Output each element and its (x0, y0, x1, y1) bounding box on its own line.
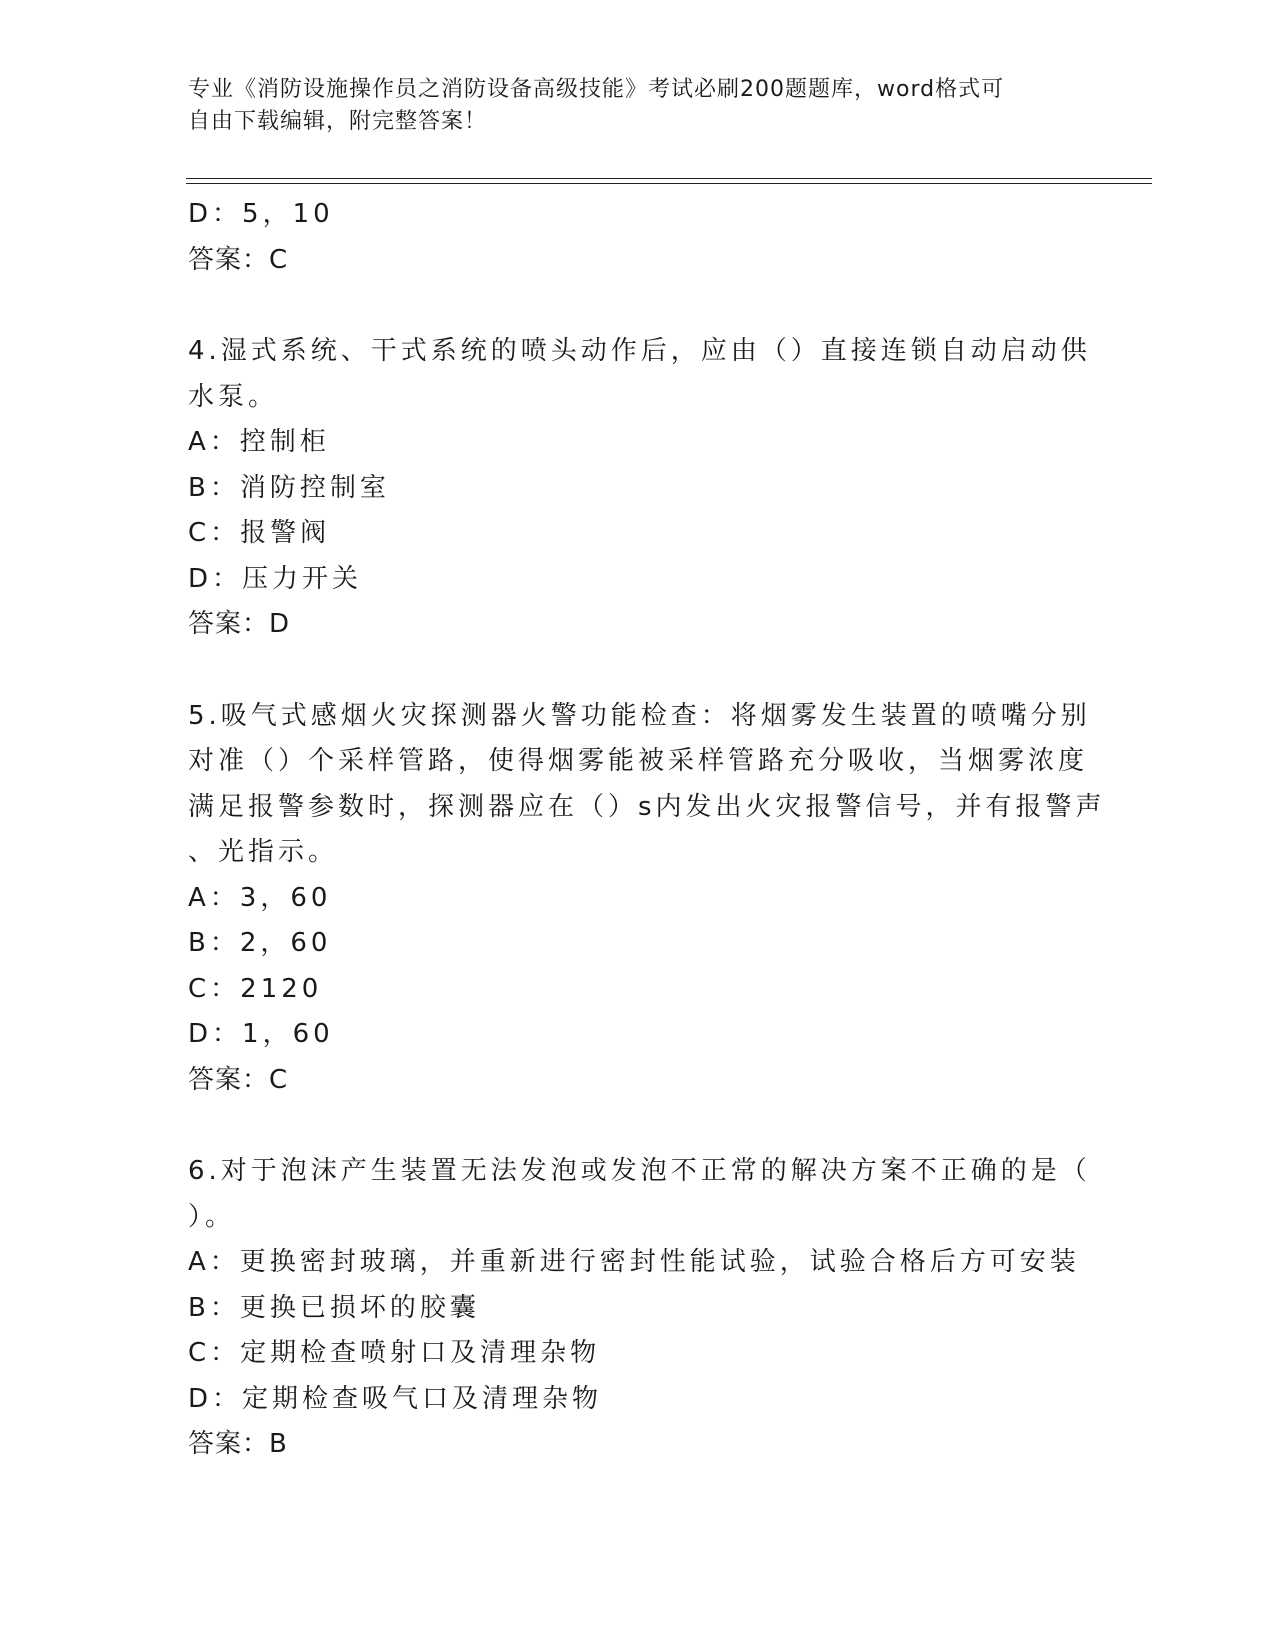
question-stem-line: 对准（）个采样管路，使得烟雾能被采样管路充分吸收，当烟雾浓度 (188, 746, 1089, 776)
option-b: B：更换已损坏的胶囊 (188, 1292, 480, 1323)
option-a: A：控制柜 (188, 427, 330, 457)
question-4 (188, 329, 1091, 648)
question-5 (188, 694, 1106, 1104)
spacer (188, 648, 1088, 694)
option-d: D：5，10 (188, 199, 334, 229)
option-d: D：压力开关 (188, 563, 363, 594)
question-stem-line: 4.湿式系统、干式系统的喷头动作后，应由（）直接连锁自动启动供 (188, 336, 1091, 366)
option-b: B：消防控制室 (188, 472, 390, 503)
question-stem-line: 6.对于泡沫产生装置无法发泡或发泡不正常的解决方案不正确的是（ (188, 1156, 1091, 1186)
spacer (188, 283, 1088, 329)
answer: 答案：C (188, 244, 289, 275)
answer: 答案：D (188, 609, 291, 639)
option-b: B：2，60 (188, 928, 332, 958)
option-a: A：3，60 (188, 882, 332, 913)
question-stem-line: 、光指示。 (188, 837, 339, 867)
header-divider-top (186, 178, 1152, 179)
option-c: C：报警阀 (188, 518, 331, 548)
spacer (188, 1103, 1088, 1149)
option-c: C：2120 (188, 973, 323, 1004)
header-line-1: 专业《消防设施操作员之消防设备高级技能》考试必刷200题题库，word格式可 (188, 77, 1005, 102)
option-c: C：定期检查喷射口及清理杂物 (188, 1338, 601, 1368)
header-line-2: 自由下载编辑，附完整答案！ (188, 109, 488, 134)
option-d: D：定期检查吸气口及清理杂物 (188, 1383, 603, 1414)
header-divider-bottom (186, 183, 1152, 184)
question-stem-line: ）。 (188, 1201, 236, 1232)
document-body (188, 192, 1106, 1468)
question-stem-line: 5.吸气式感烟火灾探测器火警功能检查：将烟雾发生装置的喷嘴分别 (188, 700, 1091, 731)
document-header (188, 74, 1088, 138)
answer: 答案：C (188, 1064, 289, 1095)
question-3-tail (188, 192, 1088, 283)
option-d: D：1，60 (188, 1019, 334, 1049)
question-stem-line: 水泵。 (188, 381, 279, 412)
answer: 答案：B (188, 1429, 288, 1459)
question-stem-line: 满足报警参数时，探测器应在（）s内发出火灾报警信号，并有报警声 (188, 791, 1106, 822)
question-6 (188, 1149, 1091, 1468)
option-a: A：更换密封玻璃，并重新进行密封性能试验，试验合格后方可安装 (188, 1247, 1080, 1277)
